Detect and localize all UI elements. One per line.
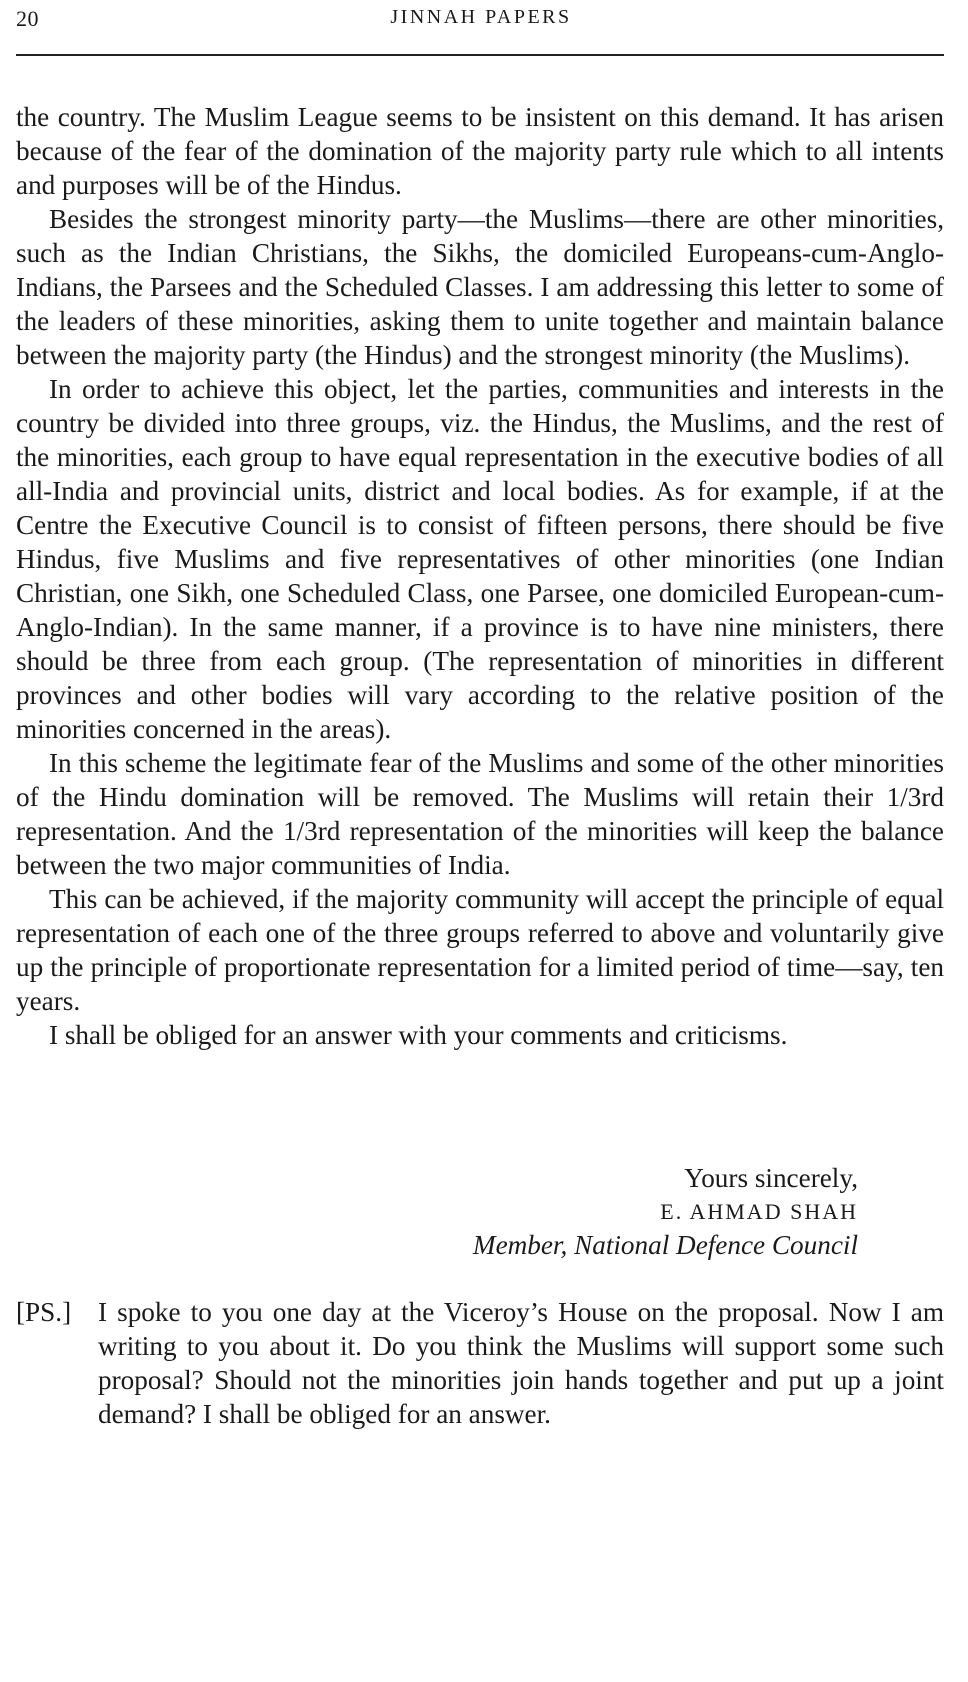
closing-line: I shall be obliged for an answer with your comments and criticisms.	[49, 1020, 788, 1050]
running-title: JINNAH PAPERS	[390, 6, 572, 28]
paragraph-1: the country. The Muslim League seems to be insistent on this demand. It has arisen because of the fear of the domination of the majority party rule which to all intents and purposes will be of the Hindus.	[16, 102, 944, 200]
paragraph-5: This can be achieved, if the majority community will accept the principle of equal representation of each one of the three groups referred to above and voluntarily give up the principle of proportionate representation for a limited period of time—say, ten years.	[16, 884, 944, 1016]
signer-name: E. AHMAD SHAH	[660, 1199, 858, 1224]
page-number: 20	[16, 6, 39, 31]
header-divider	[16, 54, 944, 56]
salutation: Yours sincerely,	[684, 1163, 858, 1193]
paragraph-4: In this scheme the legitimate fear of the Muslims and some of the other minorities of the Hindu domination will be removed. The Muslims will retain their 1/3rd representation. And the 1/3rd representation of the minorities will keep the balance between the two major communities of India.	[16, 748, 944, 880]
letter-body	[16, 100, 944, 1052]
paragraph-3: In order to achieve this object, let the parties, communities and interests in the country be divided into three groups, viz. the Hindus, the Muslims, and the rest of the minorities, each group to have equal representation in the executive bodies of all all-India and provincial units, district and local bodies. As for example, if at the Centre the Executive Council is to consist of fifteen persons, there should be five Hindus, five Muslims and five representatives of other minorities (one Indian Christian, one Sikh, one Scheduled Class, one Parsee, one domiciled European-cum-Anglo-Indian). In the same manner, if a province is to have nine ministers, there should be three from each group. (The representation of minorities in different provinces and other bodies will vary according to the relative position of the minorities concerned in the areas).	[16, 374, 944, 744]
paragraph-2: Besides the strongest minority party—the Muslims—there are other minorities, such as the Indian Christians, the Sikhs, the domiciled Europeans-cum-Anglo-Indians, the Parsees and the Scheduled Classes. I am addressing this letter to some of the leaders of these minorities, asking them to unite together and maintain balance between the majority party (the Hindus) and the strongest minority (the Muslims).	[16, 204, 944, 370]
signer-title: Member, National Defence Council	[472, 1230, 858, 1260]
postscript-label: [PS.]	[16, 1297, 72, 1327]
page-header	[16, 6, 946, 54]
postscript-text: I spoke to you one day at the Viceroy’s House on the proposal. Now I am writing to you about it. Do you think the Muslims will support some such proposal? Should not the minorities join hands together and put up a joint demand? I shall be obliged for an answer.	[98, 1297, 944, 1429]
